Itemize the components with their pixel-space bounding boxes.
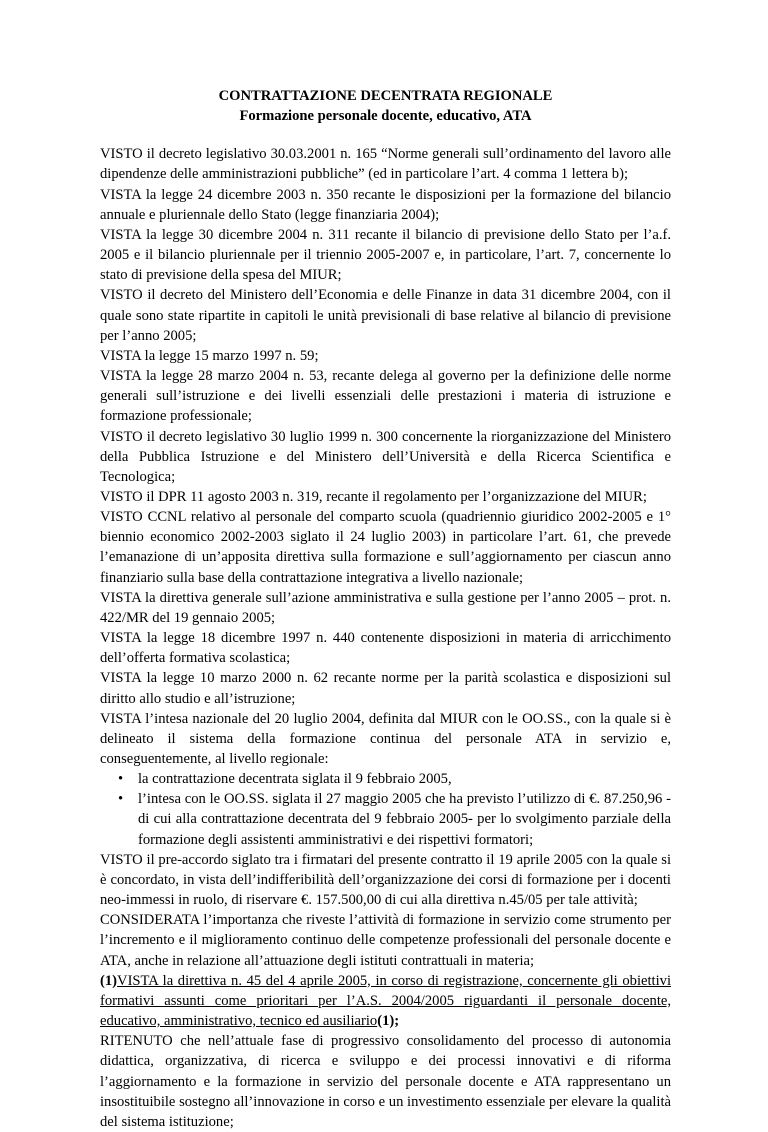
footnote-marker-close: (1); [377, 1013, 400, 1030]
paragraph-intesa-nazionale: VISTA l’intesa nazionale del 20 luglio 2004, definita dal MIUR con le OO.SS., con la quale si è delineato il sistema della formazione continua del personale ATA in servizio e, conseguentemente, al livello regionale: [100, 710, 671, 767]
premises-block-b [100, 850, 671, 1132]
paragraph-ccnl: VISTO CCNL relativo al personale del comparto scuola (quadriennio giuridico 2002-2005 e 1° biennio economico 2002-2003 siglato il 24 luglio 2003) in particolare l’art. 61, che prevede l’emanazione di un’apposita direttiva sulla formazione e sull’aggiornamento per ciascun anno finanziario sulla base della contrattazione integrativa a livello nazionale; [100, 509, 671, 586]
paragraph-legge-350: VISTA la legge 24 dicembre 2003 n. 350 recante le disposizioni per la formazione del bilancio annuale e pluriennale dello Stato (legge finanziaria 2004); [100, 186, 671, 223]
list-item: • la contrattazione decentrata siglata il 9 febbraio 2005, [138, 769, 671, 789]
paragraph-direttiva-generale: VISTA la direttiva generale sull’azione amministrativa e sulla gestione per l’anno 2005 – prot. n. 422/MR del 19 gennaio 2005; [100, 589, 671, 626]
paragraph-legge-53: VISTA la legge 28 marzo 2004 n. 53, recante delega al governo per la definizione delle norme generali sull’istruzione e dei livelli essenziali delle prestazioni i materia di istruzione e formazione professionale; [100, 368, 671, 425]
document-title: CONTRATTAZIONE DECENTRATA REGIONALE [218, 88, 553, 104]
paragraph-considerata: CONSIDERATA l’importanza che riveste l’attività di formazione in servizio come strumento per l’incremento e il miglioramento continuo delle competenze professionali del personale docente e ATA, anche in relazione all’attuazione degli istituti contrattuali in materia; [100, 912, 671, 969]
premises-block-a [100, 144, 671, 769]
paragraph-legge-440: VISTA la legge 18 dicembre 1997 n. 440 contenente disposizioni in materia di arricchimento dell’offerta formativa scolastica; [100, 630, 671, 667]
footnote-marker-open: (1) [100, 972, 118, 989]
paragraph-legge-59: VISTA la legge 15 marzo 1997 n. 59; [100, 347, 319, 364]
directive-text: VISTA la direttiva n. 45 del 4 aprile 2005, in corso di registrazione, concernente gli obiettivi formativi assunti come prioritari per l’A.S. 2004/2005 riguardanti il personale docente, educativo, amministrativo, tecnico ed ausiliario [100, 972, 671, 1030]
bullet-list [100, 769, 671, 850]
paragraph-dpr-319: VISTO il DPR 11 agosto 2003 n. 319, recante il regolamento per l’organizzazione del MIUR; [100, 488, 647, 505]
paragraph-legge-311: VISTA la legge 30 dicembre 2004 n. 311 recante il bilancio di previsione dello Stato per l’a.f. 2005 e il bilancio pluriennale per il triennio 2005-2007 e, in particolare, l’art. 7, concernente lo stato di previsione della spesa del MIUR; [100, 226, 671, 284]
paragraph-legge-62: VISTA la legge 10 marzo 2000 n. 62 recante norme per la parità scolastica e disposizioni sul diritto allo studio e all’istruzione; [100, 670, 671, 707]
document-page [100, 82, 671, 1132]
document-subtitle: Formazione personale docente, educativo, ATA [239, 108, 532, 125]
paragraph-direttiva-45 [100, 971, 671, 1031]
paragraph-decreto-mef: VISTO il decreto del Ministero dell’Economia e delle Finanze in data 31 dicembre 2004, con il quale sono state ripartite in capitoli le unità previsionali di base relative al bilancio di previsione per l’anno 2005; [100, 287, 671, 344]
paragraph-pre-accordo: VISTO il pre-accordo siglato tra i firmatari del presente contratto il 19 aprile 2005 con la quale si è concordato, in vista dell’indifferibilità dell’organizzazione dei corsi di formazione per i docenti neo-immessi in ruolo, di riservare €. 157.500,00 di cui alla direttiva n.45/05 per tale attività; [100, 851, 671, 909]
paragraph-dlgs-300: VISTO il decreto legislativo 30 luglio 1999 n. 300 concernente la riorganizzazione del Ministero della Pubblica Istruzione e del Ministero dell’Università e della Ricerca Scientifica e Tecnologica; [100, 428, 671, 485]
paragraph-ritenuto: RITENUTO che nell’attuale fase di progressivo consolidamento del processo di autonomia didattica, organizzativa, di ricerca e sviluppo e dei processi innovativi e di riforma l’aggiornamento e la formazione in servizio del personale docente e ATA rappresentano un insostituibile sostegno all’innovazione in corso e un investimento essenziale per elevare la qualità del sistema istituzione; [100, 1033, 671, 1130]
list-item: • l’intesa con le OO.SS. siglata il 27 maggio 2005 che ha previsto l’utilizzo di €. 87.250,96 - di cui alla contrattazione decentrata del 9 febbraio 2005- per lo svolgimento parziale della formazione degli assistenti amministrativi e dei rispettivi formatori; [138, 789, 671, 849]
paragraph-dlgs-165: VISTO il decreto legislativo 30.03.2001 n. 165 “Norme generali sull’ordinamento del lavoro alle dipendenze delle amministrazioni pubbliche” (ed in particolare l’art. 4 comma 1 lettera b); [100, 146, 671, 183]
title-spacer [100, 126, 671, 144]
